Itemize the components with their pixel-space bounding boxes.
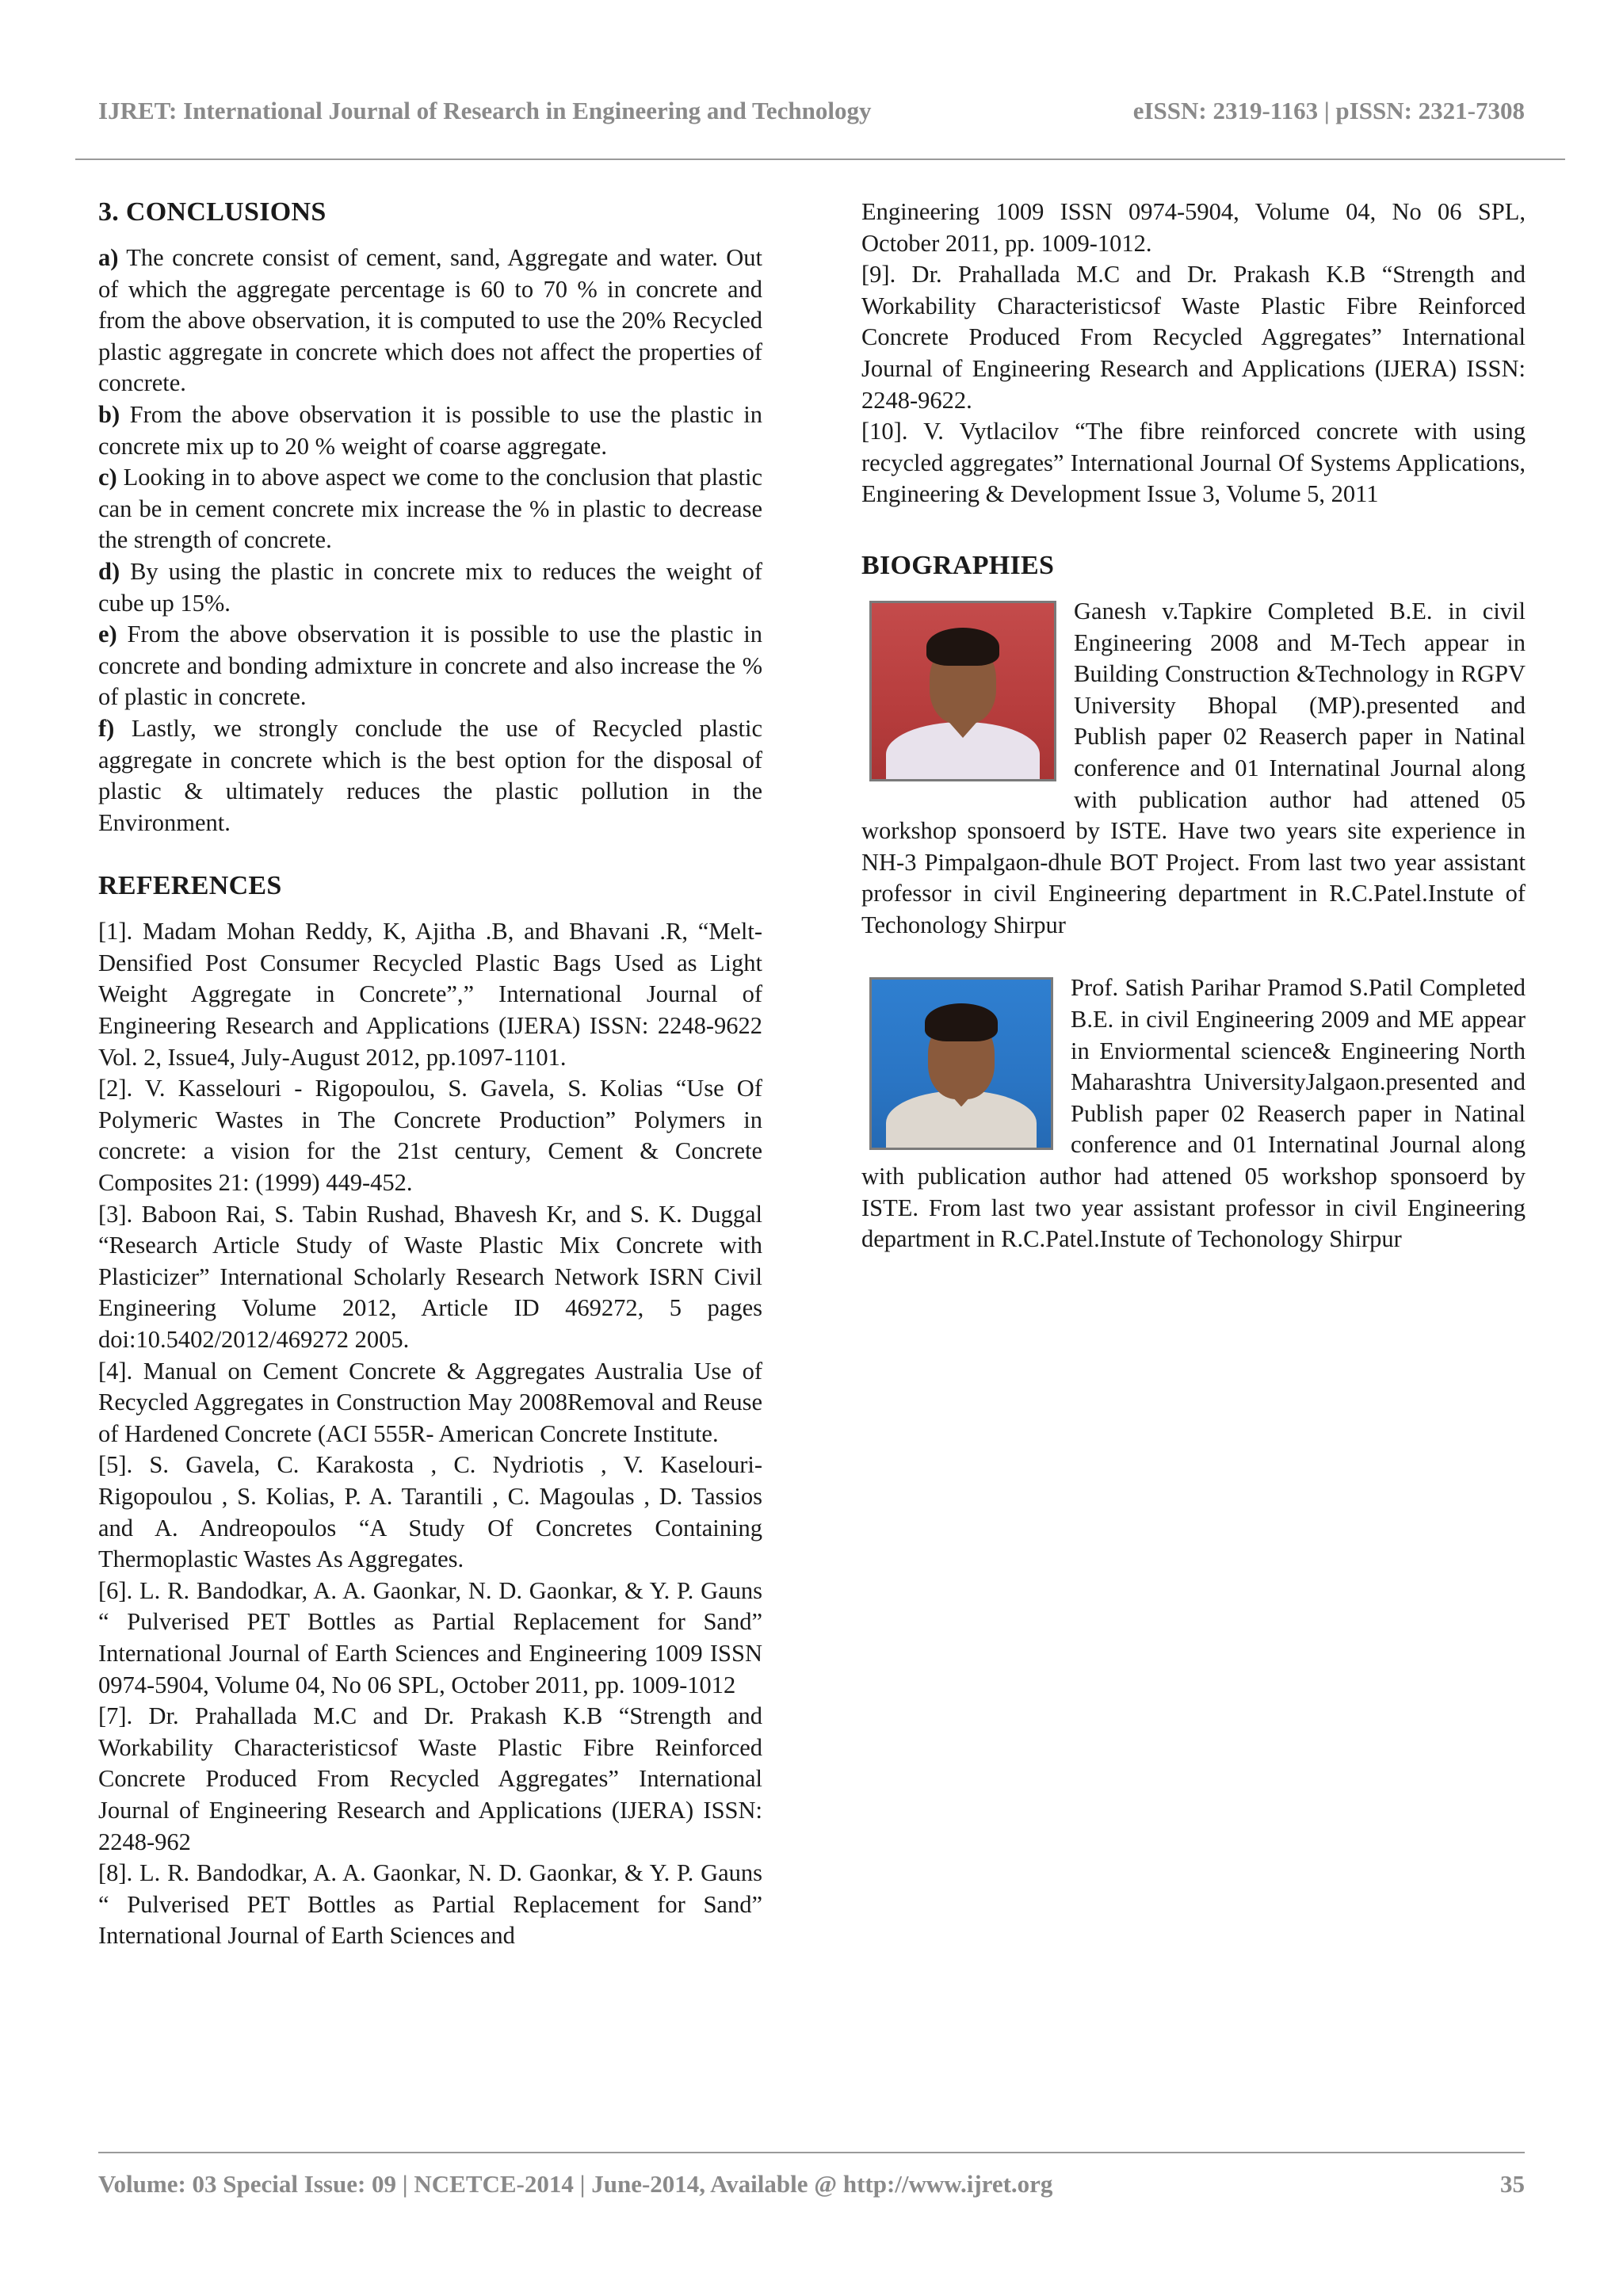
conclusion-item-b: [98, 399, 762, 462]
footer-divider: [98, 2152, 1525, 2153]
author-photo: [869, 601, 1056, 781]
conclusions-heading: 3. CONCLUSIONS: [98, 197, 327, 227]
conclusion-item-e: [98, 619, 762, 713]
reference-item: [6]. L. R. Bandodkar, A. A. Gaonkar, N. D. Gaonkar, & Y. P. Gauns “ Pulverised PET Bottles as Partial Replacement for Sand” International Journal of Earth Sciences and Engineering 1009 ISSN 0974-5904, Volume 04, No 06 SPL, October 2011, pp. 1009-1012: [98, 1576, 762, 1698]
biography-text: Ganesh v.Tapkire Completed B.E. in civil Engineering 2008 and M-Tech appear in Building Construction &Technology in RGPV University Bhopal (MP).presented and Publish paper 02 Reaserch paper in Natinal conference and 01 Internatinal Journal along with publication author had attened 05 workshop sponsoerd by ISTE. Have two years site experience in NH-3 Pimpalgaon-dhule BOT Project. From last two year assistant professor in civil Engineering department in R.C.Patel.Instute of Techonology Shirpur: [861, 597, 1526, 938]
conclusion-text: From the above observation it is possible to use the plastic in concrete mix up to 20 % weight of coarse aggregate.: [98, 400, 762, 460]
conclusion-label: c): [98, 464, 117, 491]
conclusion-label: f): [98, 714, 115, 742]
right-column: [861, 197, 1526, 1255]
reference-item: [10]. V. Vytlacilov “The fibre reinforced concrete with using recycled aggregates” International Journal Of Systems Applications, Engineering & Development Issue 3, Volume 5, 2011: [861, 418, 1526, 508]
reference-item: [5]. S. Gavela, C. Karakosta , C. Nydriotis , V. Kaselouri-Rigopoulou , S. Kolias, P. A. Tarantili , C. Magoulas , D. Tassios and A. Andreopoulos “A Study Of Concretes Containing Thermoplastic Wastes As Aggregates.: [98, 1451, 762, 1573]
conclusion-label: e): [98, 621, 117, 648]
author-photo: [869, 977, 1053, 1150]
reference-item-continued: Engineering 1009 ISSN 0974-5904, Volume 04, No 06 SPL, October 2011, pp. 1009-1012.: [861, 198, 1526, 257]
biography-entry: [861, 596, 1526, 942]
conclusion-text: The concrete consist of cement, sand, Aggregate and water. Out of which the aggregate percentage is 60 to 70 % in concrete and from the above observation, it is computed to use the 20% Recycled plastic aggregate in concrete which does not affect the properties of concrete.: [98, 244, 762, 397]
reference-item: [4]. Manual on Cement Concrete & Aggregates Australia Use of Recycled Aggregates in Construction May 2008Removal and Reuse of Hardened Concrete (ACI 555R- American Concrete Institute.: [98, 1357, 762, 1447]
biographies-heading: BIOGRAPHIES: [861, 550, 1055, 580]
conclusion-label: b): [98, 400, 120, 428]
journal-issn: eISSN: 2319-1163 | pISSN: 2321-7308: [1132, 97, 1525, 124]
page-header: [0, 0, 1623, 162]
references-heading: REFERENCES: [98, 871, 282, 901]
conclusion-item-d: [98, 556, 762, 619]
conclusion-label: d): [98, 557, 120, 585]
reference-item: [3]. Baboon Rai, S. Tabin Rushad, Bhavesh Kr, and S. K. Duggal “Research Article Study of Waste Plastic Mix Concrete with Plasticizer” International Scholarly Research Network ISRN Civil Engineering Volume 2012, Article ID 469272, 5 pages doi:10.5402/2012/469272 2005.: [98, 1200, 762, 1353]
conclusion-text: Looking in to above aspect we come to the conclusion that plastic can be in cement concrete mix increase the % in plastic to decrease the strength of concrete.: [98, 464, 762, 554]
conclusion-item-c: [98, 462, 762, 556]
left-column: [98, 197, 762, 1952]
conclusion-item-a: [98, 243, 762, 399]
conclusion-text: Lastly, we strongly conclude the use of Recycled plastic aggregate in concrete which is the best option for the disposal of plastic & ultimately reduces the plastic pollution in the Environment.: [98, 714, 762, 836]
reference-item: [9]. Dr. Prahallada M.C and Dr. Prakash K.B “Strength and Workability Characteristicsof Waste Plastic Fibre Reinforced Concrete Produced From Recycled Aggregates” International Journal of Engineering Research and Applications (IJERA) ISSN: 2248-9622.: [861, 261, 1526, 414]
reference-item: [1]. Madam Mohan Reddy, K, Ajitha .B, and Bhavani .R, “Melt-Densified Post Consumer Recycled Plastic Bags Used as Light Weight Aggregate in Concrete”,” International Journal of Engineering Research and Applications (IJERA) ISSN: 2248-9622 Vol. 2, Issue4, July-August 2012, pp.1097-1101.: [98, 918, 762, 1071]
header-divider: [75, 159, 1565, 160]
reference-item: [7]. Dr. Prahallada M.C and Dr. Prakash K.B “Strength and Workability Characteristicsof Waste Plastic Fibre Reinforced Concrete Produced From Recycled Aggregates” International Journal of Engineering Research and Applications (IJERA) ISSN: 2248-962: [98, 1702, 762, 1855]
conclusion-text: By using the plastic in concrete mix to reduces the weight of cube up 15%.: [98, 557, 762, 617]
page-number: 35: [1500, 2170, 1525, 2198]
conclusion-item-f: [98, 713, 762, 839]
conclusion-label: a): [98, 244, 119, 271]
reference-item: [2]. V. Kasselouri - Rigopoulou, S. Gavela, S. Kolias “Use Of Polymeric Wastes in The Concrete Production” Polymers in concrete: a vision for the 21st century, Cement & Concrete Composites 21: (1999) 449-452.: [98, 1075, 762, 1197]
reference-item: [8]. L. R. Bandodkar, A. A. Gaonkar, N. D. Gaonkar, & Y. P. Gauns “ Pulverised PET Bottles as Partial Replacement for Sand” International Journal of Earth Sciences and: [98, 1859, 762, 1950]
biography-entry: [861, 972, 1526, 1255]
journal-title: IJRET: International Journal of Research in Engineering and Technology: [98, 97, 872, 124]
biography-text: Prof. Satish Parihar Pramod S.Patil Completed B.E. in civil Engineering 2009 and ME appear in Enviormental science& Engineering North Maharashtra UniversityJalgaon.presented and Publish paper 02 Reaserch paper in Natinal conference and 01 Internatinal Journal along with publication author had attened 05 workshop sponsoerd by ISTE. From last two year assistant professor in civil Engineering department in R.C.Patel.Instute of Techonology Shirpur: [861, 974, 1526, 1253]
conclusion-text: From the above observation it is possible to use the plastic in concrete and bonding admixture in concrete and also increase the % of plastic in concrete.: [98, 621, 762, 711]
footer-text: Volume: 03 Special Issue: 09 | NCETCE-2014 | June-2014, Available @ http://www.ijret.org: [98, 2170, 1053, 2198]
